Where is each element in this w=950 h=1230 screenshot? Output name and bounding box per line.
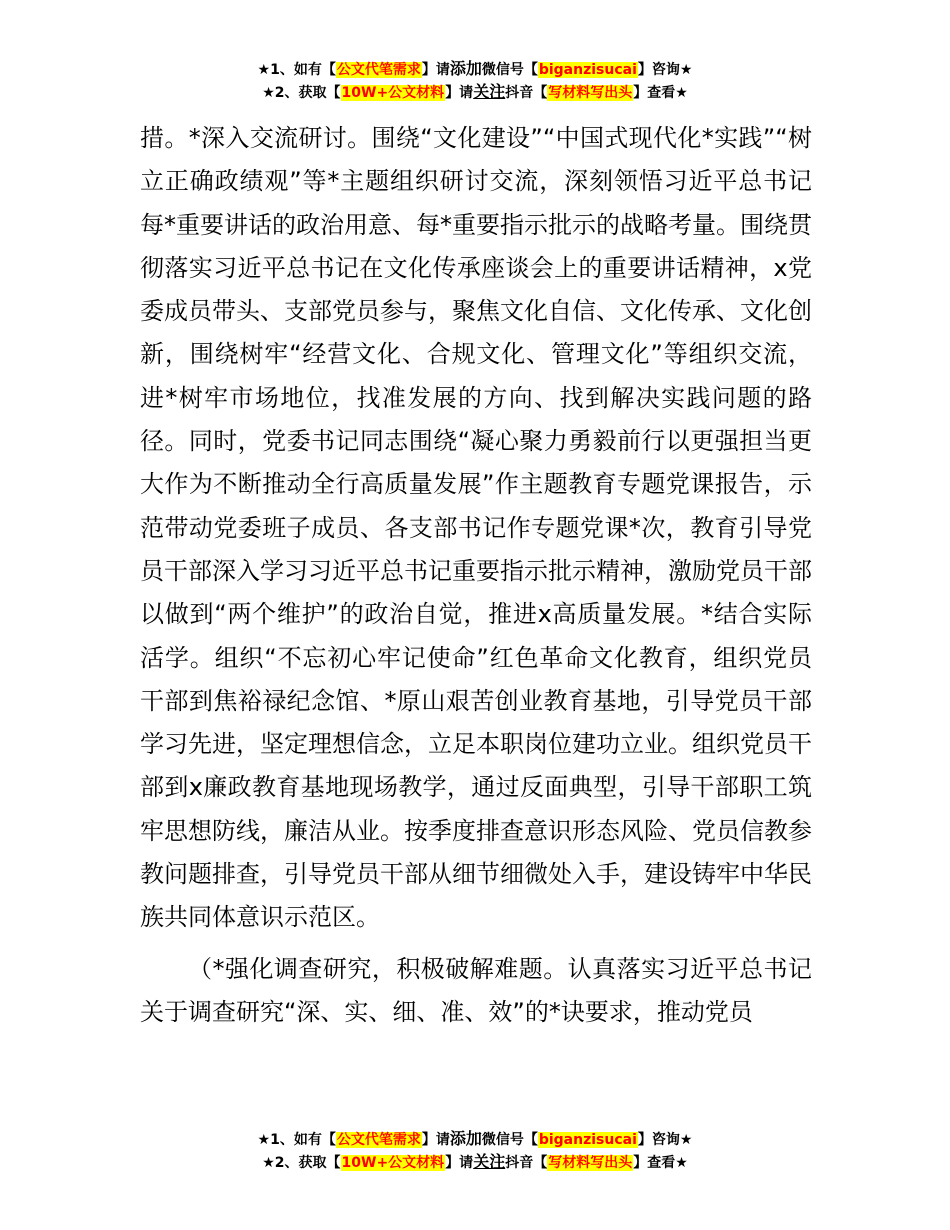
banner-emphasis: 添加 (449, 59, 482, 78)
body-paragraph-2: （*强化调查研究，积极破解难题。认真落实习近平总书记关于调查研究“深、实、细、准、效”的*诀要求，推动党员 (140, 954, 812, 1026)
banner-text: 】请 (445, 1155, 474, 1171)
highlight-ghostwriting: 公文代笔需求 (336, 62, 421, 78)
highlight-wechat-id: biganzisucai (538, 62, 637, 78)
banner-text: 微信号【 (481, 1132, 538, 1148)
banner-text: 】查看★ (633, 1155, 688, 1171)
highlight-materials: 10W+公文材料 (341, 1155, 445, 1171)
highlight-materials: 10W+公文材料 (341, 85, 445, 101)
document-body (140, 117, 812, 1034)
banner-line-1 (0, 1128, 950, 1151)
highlight-wechat-id: biganzisucai (538, 1132, 637, 1148)
banner-line-2 (0, 1151, 950, 1174)
banner-text: ★1、如有【 (257, 1132, 336, 1148)
body-paragraph-1: 措。*深入交流研讨。围绕“文化建设”“中国式现代化*实践”“树立正确政绩观”等*主题组织研讨交流，深刻领悟习近平总书记每*重要讲话的政治用意、每*重要指示批示的战略考量。围绕贯彻落实习近平总书记在文化传承座谈会上的重要讲话精神，x党委成员带头、支部党员参与，聚焦文化自信、文化传承、文化创新，围绕树牢“经营文化、合规文化、管理文化”等组织交流，进*树牢市场地位，找准发展的方向、找到解决实践问题的路径。同时，党委书记同志围绕“凝心聚力勇毅前行以更强担当更大作为不断推动全行高质量发展”作主题教育专题党课报告，示范带动党委班子成员、各支部书记作专题党课*次，教育引导党员干部深入学习习近平总书记重要指示批示精神，激励党员干部以做到“两个维护”的政治自觉，推进x高质量发展。*结合实际活学。组织“不忘初心牢记使命”红色革命文化教育，组织党员干部到焦裕禄纪念馆、*原山艰苦创业教育基地，引导党员干部学习先进，坚定理想信念，立足本职岗位建功立业。组织党员干部到x廉政教育基地现场教学，通过反面典型，引导干部职工筑牢思想防线，廉洁从业。按季度排查意识形态风险、党员信教参教问题排查，引导党员干部从细节细微处入手，建设铸牢中华民族共同体意识示范区。 (140, 124, 812, 932)
banner-text: 微信号【 (481, 62, 538, 78)
banner-text: ★1、如有【 (257, 62, 336, 78)
banner-line-2 (0, 81, 950, 104)
banner-text: 】查看★ (633, 85, 688, 101)
banner-text: 】请 (445, 85, 474, 101)
highlight-douyin-id: 写材料写出头 (548, 1155, 633, 1171)
banner-emphasis: 添加 (449, 1129, 482, 1148)
banner-text: 抖音【 (505, 1155, 548, 1171)
banner-text: ★2、获取【 (262, 85, 341, 101)
header-banner (0, 58, 950, 104)
banner-emphasis: 关注 (473, 82, 506, 101)
highlight-ghostwriting: 公文代笔需求 (336, 1132, 421, 1148)
footer-banner (0, 1128, 950, 1174)
banner-text: 抖音【 (505, 85, 548, 101)
banner-emphasis: 关注 (473, 1152, 506, 1171)
banner-line-1 (0, 58, 950, 81)
banner-text: 】咨询★ (637, 1132, 693, 1148)
banner-text: 】请 (421, 62, 450, 78)
banner-text: 】咨询★ (637, 62, 693, 78)
banner-text: 】请 (421, 1132, 450, 1148)
highlight-douyin-id: 写材料写出头 (548, 85, 633, 101)
banner-text: ★2、获取【 (262, 1155, 341, 1171)
